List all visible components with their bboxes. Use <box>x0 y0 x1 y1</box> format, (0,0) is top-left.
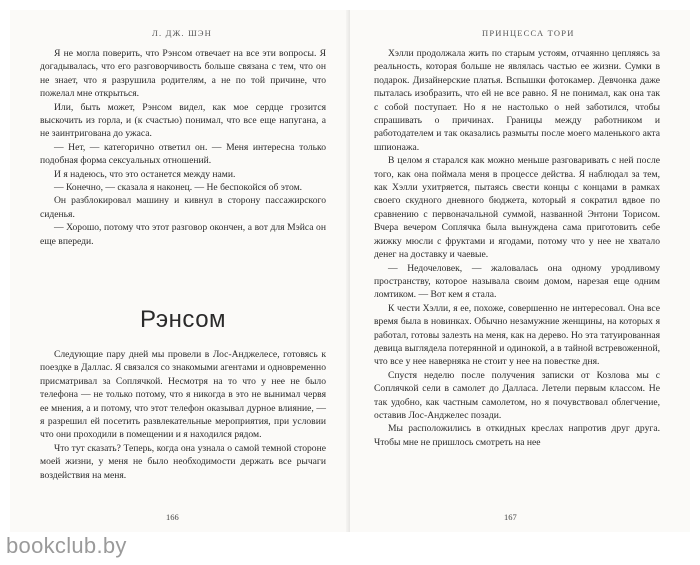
right-running-head: ПРИНЦЕССА ТОРИ <box>482 28 575 38</box>
chapter-title: Рэнсом <box>139 306 227 333</box>
paragraph: Он разблокировал машину и кивнул в сторону пассажирского сиденья. <box>40 195 326 220</box>
paragraph: Спустя неделю после получения записки от Козлова мы с Соплячкой сели в самолет до Далласа. Летели первым классом. Не так удобно, как частным самолетом, но я почувствовал облегчение, оставив Лос-Анджелес позади. <box>374 369 660 421</box>
paragraph: В целом я старался как можно меньше разговаривать с ней после того, как она поймала меня в процессе действа. Я наблюдал за тем, как Хэлли ухитряется, пытаясь свести концы с концами в рамках своего скудного дневного бюджета, который я сократил вдвое по сравнению с первоначальной суммой, названной Энтони Торисом. Вчера вечером Соплячка была вынуждена сама приготовить себе жижку мюсли с фруктами и ягодами, потому что у нее не хватало денег на доставку и чаевые. <box>374 155 660 261</box>
paragraph: Хэлли продолжала жить по старым устоям, отчаянно цепляясь за реальность, которая больше не являлась частью ее жизни. Сумки в подарок. Дизайнерские платья. Вспышки фотокамер. Девчонка даже пыталась изобразить, что ей не все равно. Я не понимал, как она так с собой поступает. Но я не настолько о ней заботился, чтобы спрашивать о причинах. Границы между работником и работодателем и так оказались размыты после моего маленького акта шпионажа. <box>374 48 660 153</box>
paragraph: И я надеюсь, что это останется между нами. <box>54 168 236 180</box>
paragraph: К чести Хэлли, я ее, похоже, совершенно не интересовал. Она все время была в новинках. Обычно незамужние женщины, на которых я работал, готовы залезть на меня, как на дерево. Но эта татуированная девица выглядела потерянной и одинокой, а в тайной встревоженной, что все у нее наверняка не стоит у нее на повестке дня. <box>374 302 660 368</box>
paragraph: Мы расположились в откидных креслах напротив друг друга. Чтобы мне не пришлось смотреть на нее <box>374 423 660 448</box>
paragraph: Следующие пару дней мы провели в Лос-Анджелесе, готовясь к поездке в Даллас. Я связался со знакомыми агентами и одновременно присматривал за Соплячкой. Несмотря на то что у нее не было телефона — не только потому, что я никогда в это не вынимал червя ее мнения, а и потому, что этот телефон оказывал дурное влияние, — я разрешил ей посетить развлекательные мероприятия, при условии что они проходили в помещении и я находился рядом. <box>40 349 326 441</box>
left-text-bottom <box>40 348 326 482</box>
right-page-number: 167 <box>504 512 517 522</box>
left-page <box>10 10 350 532</box>
left-text-top <box>40 47 326 248</box>
bookclub-watermark: bookclub.by <box>6 533 127 558</box>
paragraph: — Хорошо, потому что этот разговор окончен, а вот для Мэйса он еще впереди. <box>40 222 326 247</box>
paragraph: — Недочеловек, — жаловалась она одному уродливому пространству, которое называла своим домом, нарезая еще одним ломтиком. — Вот кем я стала. <box>374 262 660 301</box>
paragraph: Что тут сказать? Теперь, когда она узнала о самой темной стороне моей жизни, у меня не было необходимости держать все рычаги воздействия на меня. <box>40 442 326 481</box>
left-running-head: Л. ДЖ. ШЭН <box>152 28 213 38</box>
paragraph: Или, быть может, Рэнсом видел, как мое сердце грозится выскочить из горла, и (к счастью) понимал, что все еще напугана, а не заинтригована до ужаса. <box>40 101 326 140</box>
paragraph: — Нет, — категорично ответил он. — Меня интересна только подобная форма сексуальных отношений. <box>40 141 326 167</box>
left-page-number: 166 <box>166 512 179 522</box>
paragraph: — Конечно, — сказала я наконец. — Не беспокойся об этом. <box>54 182 303 194</box>
right-page <box>350 10 690 532</box>
right-text <box>374 47 660 449</box>
paragraph: Я не могла поверить, что Рэнсом отвечает на все эти вопросы. Я догадывалась, что его разговорчивость больше связана с тем, что он не знает, что я разрушила родителям, а не по той причине, что пожелал мне открыться. <box>40 48 326 100</box>
